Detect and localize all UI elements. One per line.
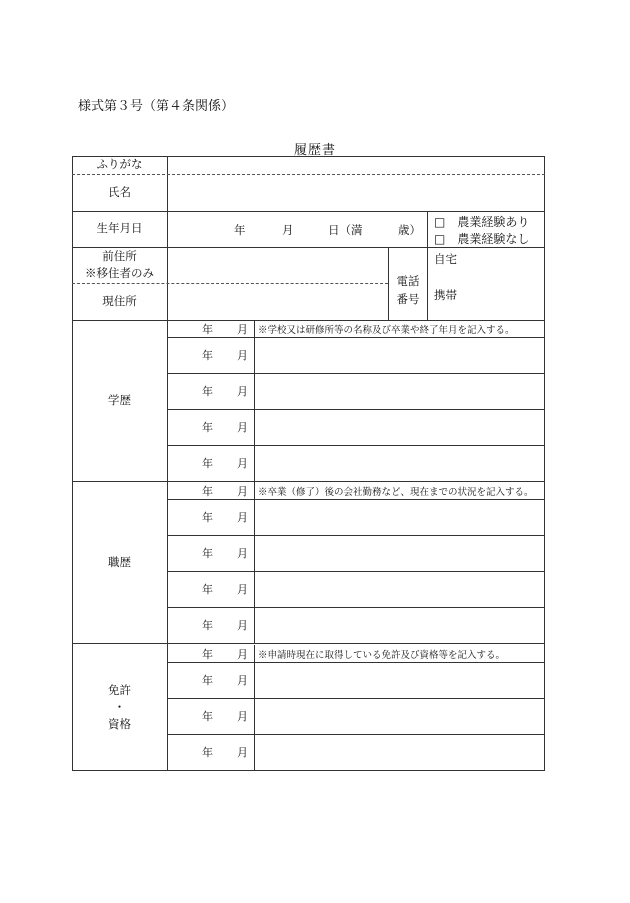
birth-year-unit: 年	[234, 223, 246, 237]
birth-month-unit: 月	[282, 223, 294, 237]
month-unit: 月	[237, 746, 248, 759]
form-number: 様式第３号（第４条関係）	[78, 99, 235, 114]
birthdate-label: 生年月日	[96, 221, 143, 236]
month-unit: 月	[237, 511, 248, 524]
month-unit: 月	[237, 322, 248, 336]
farming-experience	[428, 211, 545, 247]
education-entry-field[interactable]	[255, 410, 544, 444]
month-unit: 月	[237, 457, 248, 470]
career-note: ※卒業（修了）後の会社勤務など、現在までの状況を記入する。	[258, 486, 534, 498]
year-unit: 年	[202, 547, 213, 560]
phone-field[interactable]	[428, 247, 545, 320]
birth-age-unit: 歳）	[398, 223, 421, 237]
phone-label-line1: 電話	[396, 274, 420, 289]
year-unit: 年	[202, 583, 213, 596]
year-unit: 年	[202, 484, 213, 498]
education-label-part-0: 学歴	[108, 392, 131, 407]
prev-address-label	[72, 247, 167, 283]
career-label-part-0: 職歴	[108, 554, 131, 569]
education-label	[72, 320, 167, 481]
month-unit: 月	[237, 710, 248, 723]
name-label: 氏名	[108, 184, 131, 199]
career-section-bottom	[72, 643, 545, 644]
license-entry-field[interactable]	[255, 699, 544, 733]
license-label	[72, 645, 167, 770]
furigana-field[interactable]	[168, 156, 545, 174]
month-unit: 月	[237, 421, 248, 434]
farming-no-checkbox[interactable]: □ 農業経験なし	[434, 232, 530, 246]
license-label-part-1: ・	[113, 699, 126, 714]
year-unit: 年	[202, 322, 213, 336]
furigana-label: ふりがな	[96, 157, 143, 172]
license-entry-field[interactable]	[255, 663, 544, 697]
address-field[interactable]	[168, 283, 388, 320]
license-entry-field[interactable]	[255, 735, 544, 769]
document-title: 履歴書	[293, 143, 336, 158]
year-unit: 年	[202, 746, 213, 759]
year-unit: 年	[202, 457, 213, 470]
phone-label-line2: 番号	[396, 291, 420, 306]
birth-day-unit: 日（満	[328, 223, 363, 237]
month-unit: 月	[237, 674, 248, 687]
phone-mobile-label: 携帯	[434, 288, 457, 302]
month-unit: 月	[237, 547, 248, 560]
career-entry-field[interactable]	[255, 572, 544, 606]
year-unit: 年	[202, 385, 213, 398]
career-entry-field[interactable]	[255, 500, 544, 534]
education-entry-field[interactable]	[255, 374, 544, 408]
prev-address-title: 前住所	[102, 248, 137, 263]
career-entry-field[interactable]	[255, 608, 544, 642]
license-note: ※申請時現在に取得している免許及び資格等を記入する。	[258, 649, 506, 661]
year-unit: 年	[202, 421, 213, 434]
birthdate-field[interactable]	[168, 211, 427, 247]
license-section-bottom	[72, 770, 545, 771]
license-label-part-0: 免許	[108, 682, 131, 697]
prev-address-field[interactable]	[168, 247, 388, 283]
career-entry-field[interactable]	[255, 536, 544, 570]
month-unit: 月	[237, 385, 248, 398]
month-unit: 月	[237, 484, 248, 498]
month-unit: 月	[237, 349, 248, 362]
career-label	[72, 482, 167, 643]
farming-yes-checkbox[interactable]: □ 農業経験あり	[434, 215, 530, 229]
year-unit: 年	[202, 647, 213, 661]
year-unit: 年	[202, 349, 213, 362]
year-unit: 年	[202, 674, 213, 687]
year-unit: 年	[202, 511, 213, 524]
name-field[interactable]	[168, 174, 545, 211]
year-unit: 年	[202, 710, 213, 723]
phone-label	[389, 247, 427, 320]
phone-home-label: 自宅	[434, 252, 457, 266]
month-unit: 月	[237, 583, 248, 596]
education-entry-field[interactable]	[255, 338, 544, 372]
address-label: 現住所	[102, 293, 137, 308]
month-unit: 月	[237, 619, 248, 632]
month-unit: 月	[237, 647, 248, 661]
license-label-part-2: 資格	[108, 717, 131, 732]
education-note: ※学校又は研修所等の名称及び卒業や終了年月を記入する。	[258, 324, 515, 336]
year-unit: 年	[202, 619, 213, 632]
education-entry-field[interactable]	[255, 446, 544, 480]
prev-address-note: ※移住者のみ	[85, 266, 154, 280]
